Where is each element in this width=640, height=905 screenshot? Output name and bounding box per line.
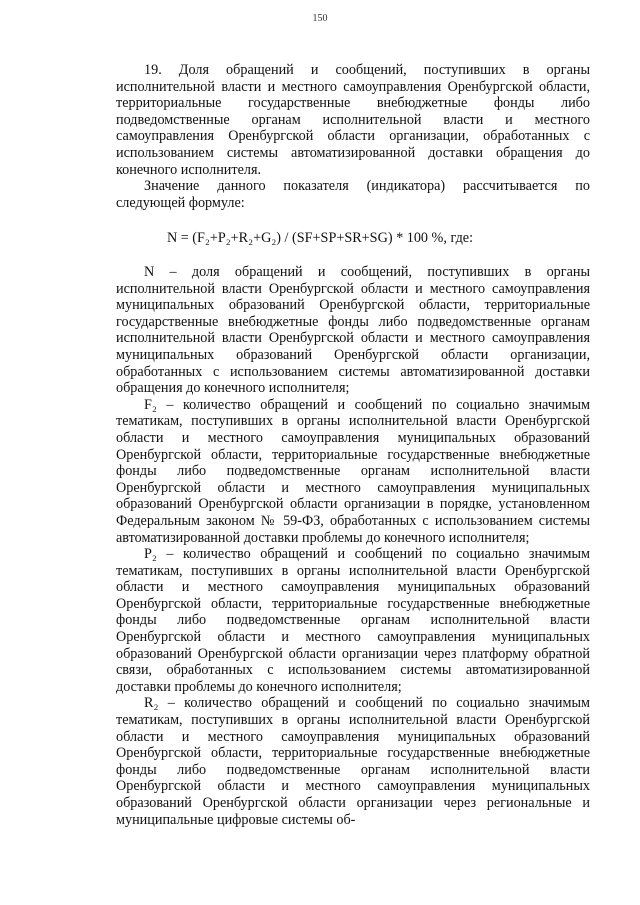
intro-block <box>116 62 590 211</box>
definition-f2: F₂ – количество обращений и сообщений по социально значимым тематикам, поступивших в органы исполнительной власти Оренбургской области и местного самоуправления муниципальных образований Оренбургской области, территориальные государственные внебюджетные фонды либо подведомственные органам исполнительной власти Оренбургской области и местного самоуправления муниципальных образований Оренбургской области организации в порядке, установленном Федеральным законом № 59-ФЗ, обработанных с использованием системы автоматизированной доставки проблемы до конечного исполнителя; <box>116 396 590 546</box>
indicator-paragraph: 19. Доля обращений и сообщений, поступивших в органы исполнительной власти и местного самоуправления Оренбургской области, территориальные государственные внебюджетные фонды либо подведомственные органам исполнительной власти и местного самоуправления Оренбургской области организации, обработанных с использованием системы автоматизированной доставки обращения до конечного исполнителя. <box>116 62 590 178</box>
definitions-block <box>116 264 590 828</box>
definition-n: N – доля обращений и сообщений, поступивших в органы исполнительной власти Оренбургской области и местного самоуправления муниципальных образований Оренбургской области, территориальные государственные внебюджетные фонды либо подведомственные органам исполнительной власти Оренбургской области и местного самоуправления муниципальных образований Оренбургской области организации, обработанных с использованием системы автоматизированной доставки обращения до конечного исполнителя; <box>116 264 590 397</box>
formula-intro-paragraph: Значение данного показателя (индикатора) рассчитывается по следующей формуле: <box>116 178 590 211</box>
formula: N = (F₂+P₂+R₂+G₂) / (SF+SP+SR+SG) * 100 %, где: <box>166 230 474 246</box>
page-number: 150 <box>312 13 328 24</box>
definition-p2: P₂ – количество обращений и сообщений по социально значимым тематикам, поступивших в органы исполнительной власти Оренбургской области и местного самоуправления муниципальных образований Оренбургской области, территориальные государственные внебюджетные фонды либо подведомственные органам исполнительной власти Оренбургской области и местного самоуправления муниципальных образований Оренбургской области организации через платформу обратной связи, обработанных с использованием системы автоматизированной доставки проблемы до конечного исполнителя; <box>116 546 590 695</box>
definition-r2: R₂ – количество обращений и сообщений по социально значимым тематикам, поступивших в органы исполнительной власти Оренбургской области и местного самоуправления муниципальных образований Оренбургской области, территориальные государственные внебюджетные фонды либо подведомственные органам исполнительной власти Оренбургской области и местного самоуправления муниципальных образований Оренбургской области организации через региональные и муниципальные цифровые системы об- <box>116 695 590 828</box>
